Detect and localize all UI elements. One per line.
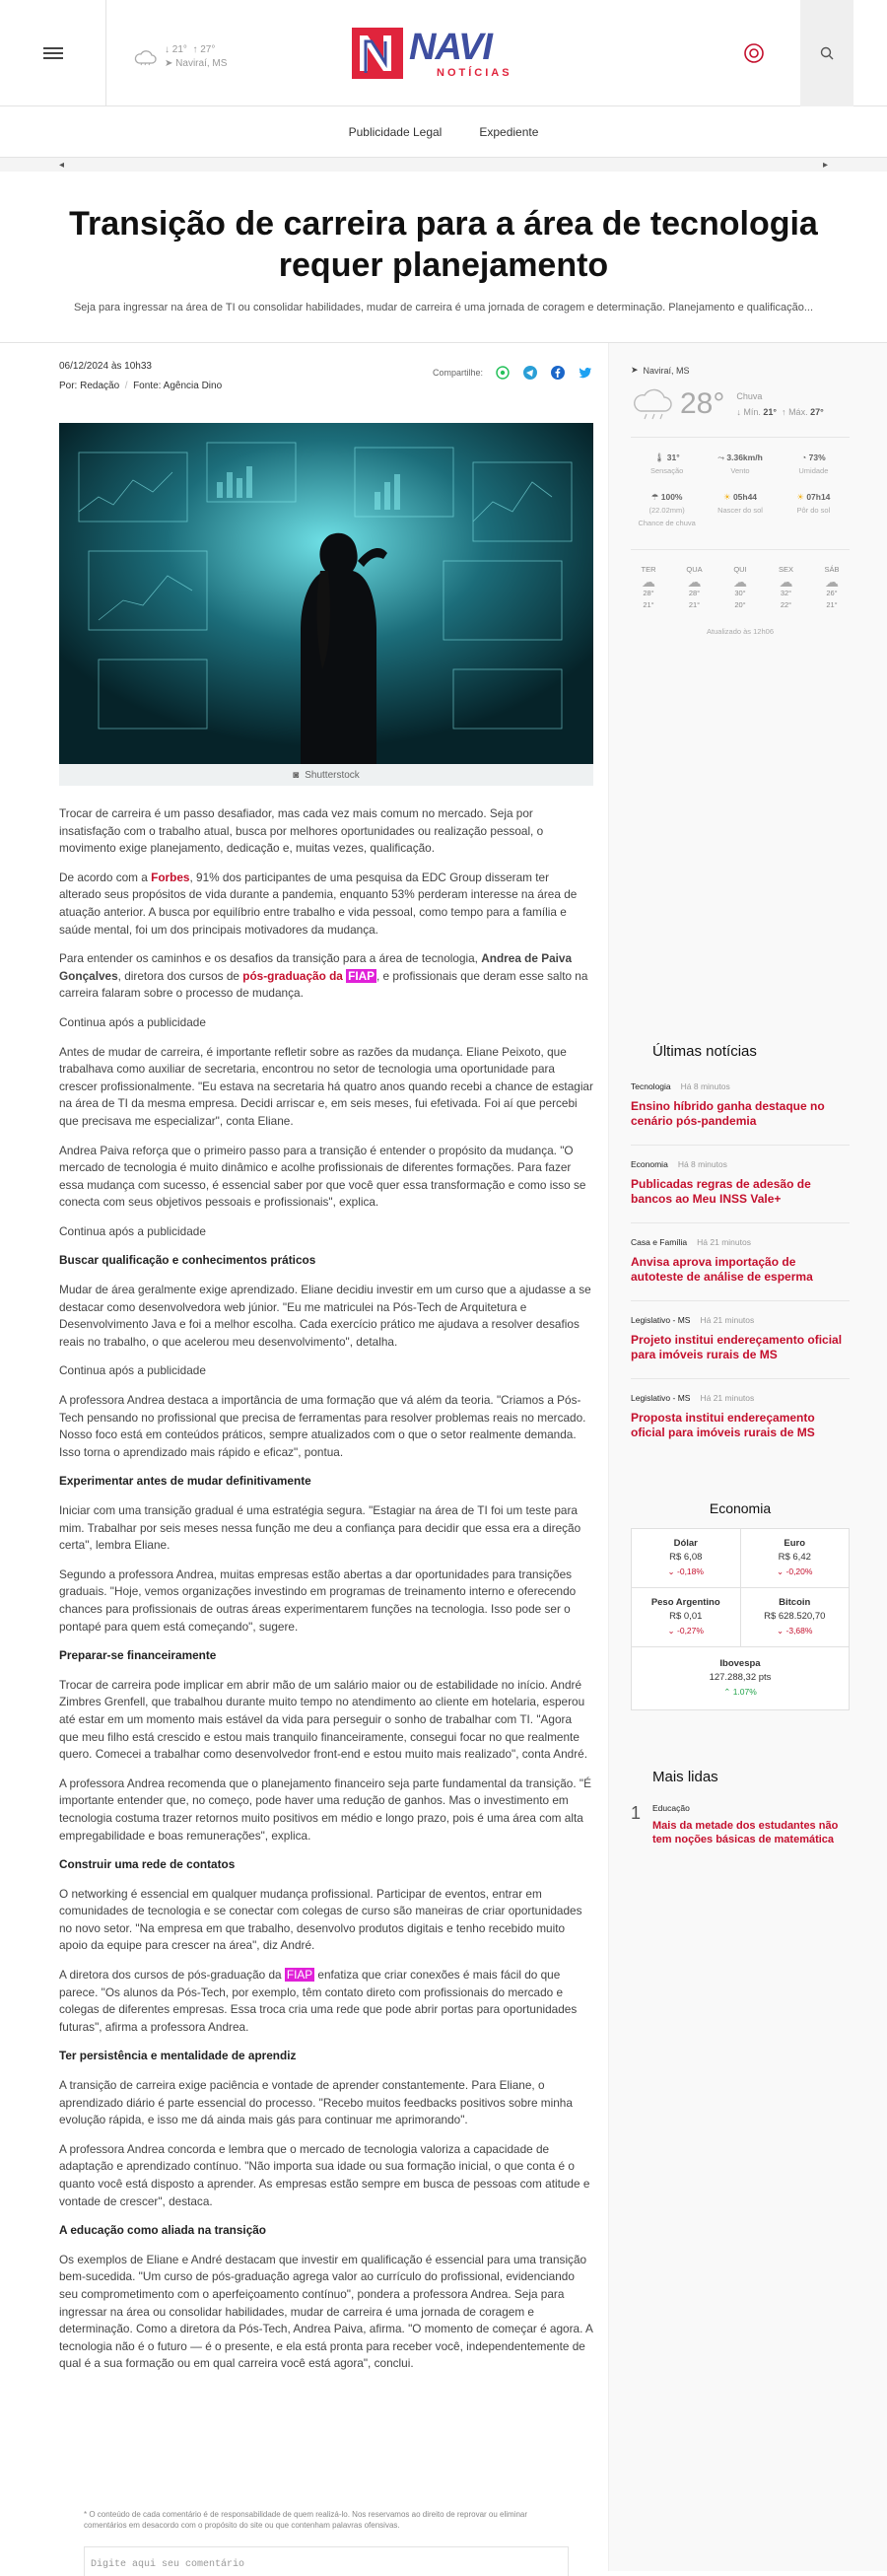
andrea-name: Andrea de Paiva Gonçalves bbox=[59, 951, 573, 983]
rain-cloud-icon bbox=[631, 387, 674, 421]
thermometer-icon: 🌡 bbox=[653, 453, 665, 462]
humidity-icon: ◔ bbox=[801, 453, 807, 462]
header-max-temp: 27° bbox=[200, 44, 216, 55]
weather-stats-row-2 bbox=[631, 485, 850, 529]
paragraph: Antes de mudar de carreira, é importante refletir sobre as razões da mudança. Eliane Peixoto, que trabalhava como auxiliar de secretaria, encontrou no setor de tecnologia uma oportunidade para crescer profissionalmente. "Eu estava na secretaria há quatro anos quando recebi a chance de estagiar na área de TI da mesma empresa. Decidi arriscar e, em seis meses, fui efetivada. Foi aí que percebi que precisava me especializar", conta Eliane. bbox=[59, 1044, 593, 1128]
twitter-icon[interactable] bbox=[578, 365, 593, 381]
comment-section bbox=[59, 2509, 593, 2576]
article-body bbox=[59, 343, 593, 2385]
stat-nascer: ☀ 05h44 Nascer do sol bbox=[717, 492, 763, 515]
weather-forecast bbox=[631, 549, 850, 611]
section-heading: Construir uma rede de contatos bbox=[59, 1857, 236, 1872]
paragraph: De acordo com a Forbes, 91% dos participantes de uma pesquisa da EDC Group disseram ter alterado seus propósitos de vida durante a pandemia, enquanto 53% perderam interesse na área de atuação anterior. A busca por equilíbrio entre trabalho e vida pessoal, como tempo para a família e saúde mental, foi um dos principais motivadores da mudança. bbox=[59, 870, 578, 937]
comment-input[interactable]: Digite aqui seu comentário bbox=[84, 2546, 569, 2576]
chevron-right-icon[interactable]: ▸ bbox=[822, 159, 828, 171]
section-heading: A educação como aliada na transição bbox=[59, 2223, 267, 2238]
fiap-highlight: FIAP bbox=[348, 968, 375, 983]
paragraph: A professora Andrea recomenda que o planejamento financeiro seja parte fundamental da transição. "É importante entender que, no começo, pode haver uma redução de ganhos. Mas o investimento em tecnologia costuma trazer retornos muito positivos em médio e longo prazo, pois é uma área com alta empregabilidade e boas remunerações", explica. bbox=[59, 1775, 591, 1843]
most-read bbox=[631, 1769, 850, 1846]
header-weather[interactable]: ↓ 21° ↑ 27° ➤ Naviraí, MS bbox=[133, 43, 227, 71]
paragraph: Iniciar com uma transição gradual é uma estratégia segura. "Estagiar na área de TI foi um teste para mim. Trabalhar por seis meses nessa função me deu a confiança para decidir que essa era a direção certa", lembra Eliane. bbox=[59, 1503, 581, 1553]
paragraph: A professora Andrea destaca a importância de uma formação que vá além da teoria. "Criamos a Pós-Tech pensando no profissional que precisa de ferramentas para resolver problemas reais no mercado. Nosso foco está em conteúdos práticos, sempre atualizados com o que o setor realmente demanda. Isso torna o aprendizado mais rápido e eficaz", pontua. bbox=[59, 1393, 586, 1459]
forecast-day: QUI ☁ 30° 20° bbox=[722, 564, 758, 611]
weather-updated: Atualizado às 12h06 bbox=[707, 627, 774, 636]
latest-news-title: Últimas notícias bbox=[652, 1043, 757, 1060]
location-arrow-icon: ➤ bbox=[631, 365, 639, 375]
facebook-icon[interactable] bbox=[550, 365, 566, 381]
logo-subtext: NOTÍCIAS bbox=[437, 67, 512, 79]
quote-euro: Euro R$ 6,42 ⌄ -0,20% bbox=[740, 1529, 850, 1587]
header-city: Naviraí, MS bbox=[175, 58, 228, 69]
sunrise-icon: ☀ bbox=[722, 492, 731, 502]
user-circle-icon bbox=[743, 42, 765, 64]
photo-credit: Shutterstock bbox=[305, 769, 360, 781]
nav-publicidade-legal[interactable]: Publicidade Legal bbox=[348, 124, 443, 139]
author: Redação bbox=[80, 381, 120, 391]
source: Agência Dino bbox=[163, 381, 223, 391]
economy-widget bbox=[631, 1500, 850, 1710]
paragraph: O networking é essencial em qualquer mudança profissional. Participar de eventos, entrar em comunidades de tecnologia e se conectar com colegas de curso são maneiras de criar oportunidades no novo setor. "Na empresa em que trabalho, desenvolvo produtos digitais e tenho recebido muito apoio da equipe para crescer na área", diz André. bbox=[59, 1886, 582, 1953]
hamburger-icon bbox=[43, 44, 63, 62]
top-navigation bbox=[0, 106, 887, 158]
forecast-day: QUA ☁ 28° 21° bbox=[677, 564, 713, 611]
news-item[interactable]: Economia Há 8 minutos Publicadas regras de adesão de bancos ao Meu INSS Vale+ bbox=[631, 1146, 850, 1223]
author-label: Por: bbox=[59, 381, 78, 391]
chevron-left-icon[interactable]: ◂ bbox=[59, 159, 65, 171]
fiap-highlight: FIAP bbox=[286, 1968, 313, 1983]
paragraph: Mudar de área geralmente exige aprendizado. Eliane decidiu investir em um curso que a ajudasse a se destacar como desenvolvedora web júnior. "Eu me matriculei na Pós-Tech de Arquitetura e Desenvolvimento Java e foi a melhor escolha. Cada exercício prático me ajudava a resolver desafios reais no trabalho, o que acelerou meu desenvolvimento", detalha. bbox=[59, 1283, 591, 1349]
stat-chuva: ☂ 100% (22.02mm) Chance de chuva bbox=[638, 492, 696, 527]
latest-news bbox=[631, 1043, 850, 1456]
logo-text: NAVI bbox=[409, 27, 492, 68]
menu-button[interactable] bbox=[0, 0, 106, 106]
share-label: Compartilhe: bbox=[432, 368, 483, 378]
source-label: Fonte: bbox=[133, 381, 162, 391]
paragraph: Andrea Paiva reforça que o primeiro passo para a transição é entender o propósito da mudança. "O mercado de tecnologia é muito dinâmico e acolhe profissionais de diferentes formações. Para fazer essa mudança com sucesso, é essencial saber por que você quer essa transformação e como isso se conecta com seus objetivos pessoais e profissionais", explica. bbox=[59, 1143, 586, 1210]
stat-umidade: ◔ 73% Umidade bbox=[798, 453, 829, 475]
stat-sensacao: 🌡 31° Sensação bbox=[649, 453, 684, 475]
forecast-day: TER ☁ 28° 21° bbox=[631, 564, 666, 611]
search-icon bbox=[820, 46, 834, 60]
news-item[interactable]: Tecnologia Há 8 minutos Ensino híbrido ganha destaque no cenário pós-pandemia bbox=[631, 1068, 850, 1146]
most-read-title: Mais lidas bbox=[652, 1769, 718, 1785]
section-heading: Ter persistência e mentalidade de aprendiz bbox=[59, 2049, 297, 2063]
article-subtitle: Seja para ingressar na área de TI ou consolidar habilidades, mudar de carreira é uma jornada de coragem e determinação. Planejamento e qualificação... bbox=[73, 302, 814, 313]
nav-expediente[interactable]: Expediente bbox=[479, 124, 539, 139]
paragraph: Segundo a professora Andrea, muitas empresas estão abertas a dar oportunidades para transições graduais. "Hoje, vemos organizações investindo em programas de treinamento interno e oferecendo chances para profissionais de outras áreas experimentarem funções na tecnologia. Isso pode ser o pontapé para quem está começando", sugere. bbox=[59, 1566, 577, 1634]
weather-stats-row-1 bbox=[631, 437, 850, 477]
quote-ibovespa: Ibovespa 127.288,32 pts ⌃ 1.07% bbox=[709, 1658, 772, 1697]
weather-condition: Chuva bbox=[736, 391, 763, 401]
telegram-icon[interactable] bbox=[522, 365, 538, 381]
section-heading: Buscar qualificação e conhecimentos práticos bbox=[59, 1253, 316, 1268]
rain-cloud-icon: ☁ bbox=[642, 574, 655, 590]
rain-icon: ☂ bbox=[650, 492, 659, 502]
header-min-temp: 21° bbox=[171, 44, 187, 55]
news-item[interactable]: Casa e Família Há 21 minutos Anvisa aprova importação de autoteste de análise de esperma bbox=[631, 1223, 850, 1301]
most-read-item[interactable]: 1 Educação Mais da metade dos estudantes não tem noções básicas de matemática bbox=[631, 1803, 839, 1845]
ad-label: Continua após a publicidade bbox=[59, 1363, 206, 1378]
camera-icon: ◙ bbox=[293, 769, 300, 781]
search-button[interactable] bbox=[800, 0, 853, 106]
stat-vento: ⤳ 3.36km/h Vento bbox=[717, 453, 763, 475]
paragraph: Trocar de carreira pode implicar em abrir mão de um salário maior ou de estabilidade no início. André Zimbres Grenfell, que trabalhou durante muito tempo no atendimento ao cliente em hotelaria, esperou até estar em um momento mais estável da vida para perseguir o sonho de trabalhar com TI. "Agora que meu filho está crescido e estou mais tranquilo financeiramente, consegui focar no que realmente quero. Comecei a trabalhar como desenvolvedor front-end e estou muito mais realizado", conta André. bbox=[59, 1677, 587, 1762]
economy-title: Economia bbox=[709, 1500, 772, 1516]
sidebar bbox=[608, 343, 887, 2571]
rain-cloud-icon: ☁ bbox=[733, 574, 747, 590]
news-item[interactable]: Legislativo - MS Há 21 minutos Projeto institui endereçamento oficial para imóveis rurais de MS bbox=[631, 1301, 850, 1379]
paragraph: Trocar de carreira é um passo desafiador, mas cada vez mais comum no mercado. Seja por insatisfação com o trabalho atual, busca por melhores oportunidades ou realização pessoal, o movimento exige planejamento, dedicação e, muitas vezes, qualificação. bbox=[59, 806, 544, 856]
photo-caption bbox=[59, 764, 593, 786]
pos-graduacao-link[interactable]: pós-graduação da FIAP bbox=[242, 968, 375, 983]
paragraph: Para entender os caminhos e os desafios da transição para a área de tecnologia, Andrea de Paiva Gonçalves, diretora dos cursos de pós-graduação da FIAP , e profissionais que deram esse salto na carreira falaram sobre o processo de mudança. bbox=[59, 951, 588, 1001]
user-button[interactable] bbox=[725, 0, 783, 106]
ad-label: Continua após a publicidade bbox=[59, 1014, 206, 1029]
current-temp: 28° bbox=[680, 387, 725, 420]
section-heading: Preparar-se financeiramente bbox=[59, 1648, 217, 1663]
news-item[interactable]: Legislativo - MS Há 21 minutos Proposta institui endereçamento oficial para imóveis rurais de MS bbox=[631, 1393, 815, 1439]
quote-dolar: Dólar R$ 6,08 ⌄ -0,18% bbox=[667, 1538, 704, 1576]
max-temp: 27° bbox=[810, 407, 824, 417]
site-logo[interactable] bbox=[352, 24, 561, 85]
cloud-icon bbox=[133, 48, 157, 66]
ad-label: Continua após a publicidade bbox=[59, 1223, 206, 1238]
paragraph: A diretora dos cursos de pós-graduação da FIAP enfatiza que criar conexões é mais fácil do que parece. "Os alunos da Pós-Tech, por exemplo, têm contato direto com profissionais do mercado e colegas de diferentes empresas. Essa troca cria uma rede que pode abrir portas para oportunidades futuras", afirma a professora Andrea. bbox=[59, 1968, 578, 2034]
article-date: 06/12/2024 às 10h33 bbox=[59, 361, 152, 372]
section-heading: Experimentar antes de mudar definitivamente bbox=[59, 1474, 311, 1489]
stat-por: ☀ 07h14 Pôr do sol bbox=[796, 492, 831, 515]
paragraph: A professora Andrea concorda e lembra que o mercado de tecnologia valoriza a capacidade de adaptação e aprendizado contínuo. "Não importa sua idade ou sua formação inicial, o que conta é o quanto você está disposto a aprender. As empresas estão sempre em busca de pessoas com atitude e vontade de crescer", destaca. bbox=[59, 2141, 590, 2208]
article-hero bbox=[0, 172, 887, 343]
quote-bitcoin: Bitcoin R$ 628.520,70 ⌄ -3,68% bbox=[740, 1588, 850, 1646]
share-bar bbox=[433, 365, 593, 381]
page-title: Transição de carreira para a área de tecnologia requer planejamento bbox=[69, 205, 818, 284]
comment-disclaimer: * O conteúdo de cada comentário é de responsabilidade de quem realizá-lo. Nos reservamos ao direito de reprovar ou eliminar comentários em desacordo com o propósito do site ou que contenham palavras ofensivas. bbox=[84, 2510, 528, 2530]
quote-peso: Peso Argentino R$ 0,01 ⌄ -0,27% bbox=[650, 1597, 720, 1636]
paragraph: Os exemplos de Eliane e André destacam que investir em qualificação é essencial para uma transição bem-sucedida. "Um curso de pós-graduação agrega valor ao currículo do profissional, evidenciando seu comprometimento com o aperfeiçoamento contínuo", pondera a professora Andrea. Seja para ingressar na área ou consolidar habilidades, mudar de carreira é uma jornada de coragem e determinação. Como a diretora da Pós-Tech, Andrea Paiva, afirma. "O momento de começar é agora. A tecnologia não é o futuro — é o presente, e ela está pronta para receber você, independentemente de qual é a sua formação ou em qual carreira você está agora", conclui. bbox=[59, 2252, 593, 2371]
weather-widget: ➤ Naviraí, MS 28° Chuva ↓ Mín. 21° ↑ Máx. 27° 🌡 31° Sensação ⤳ 3.36km/h Vento ◔ 73% Umidade ☂ 100% (22.02mm) Chance de chuva ☀ 05h44 Nascer do sol ☀ 07h14 Pôr do sol TER ☁ 28° 21° QUA ☁ 28° 21° QUI ☁ 30° 20° SEX ☁ 32° 22° SÁB ☁ 26° 21° Atualizado às 12h06 bbox=[631, 365, 850, 636]
min-temp: 21° bbox=[763, 407, 778, 417]
ticker-bar bbox=[0, 158, 887, 172]
sunset-icon: ☀ bbox=[796, 492, 804, 502]
whatsapp-icon[interactable] bbox=[495, 365, 511, 381]
site-header bbox=[0, 0, 887, 106]
article-text bbox=[59, 805, 593, 2373]
wind-icon: ⤳ bbox=[717, 453, 725, 462]
forecast-day: SÁB ☁ 26° 21° bbox=[814, 564, 850, 611]
forecast-day: SEX ☁ 32° 22° bbox=[769, 564, 804, 611]
weather-city: Naviraí, MS bbox=[643, 365, 690, 376]
article-photo bbox=[59, 423, 593, 764]
rain-cloud-icon: ☁ bbox=[687, 574, 702, 590]
forbes-link[interactable]: Forbes bbox=[151, 870, 190, 884]
rain-cloud-icon: ☁ bbox=[779, 574, 793, 590]
paragraph: A transição de carreira exige paciência e vontade de aprender constantemente. Para Eliane, o aprendizado diário é parte essencial do processo. "Recebo muitos feedbacks positivos sobre minha evolução rápida, e isso me dá ainda mais gás para continuar me aprimorando". bbox=[59, 2078, 573, 2127]
rain-cloud-icon: ☁ bbox=[825, 574, 839, 590]
article-meta: 06/12/2024 às 10h33 Por: Redação / Fonte: Agência Dino bbox=[59, 357, 593, 396]
